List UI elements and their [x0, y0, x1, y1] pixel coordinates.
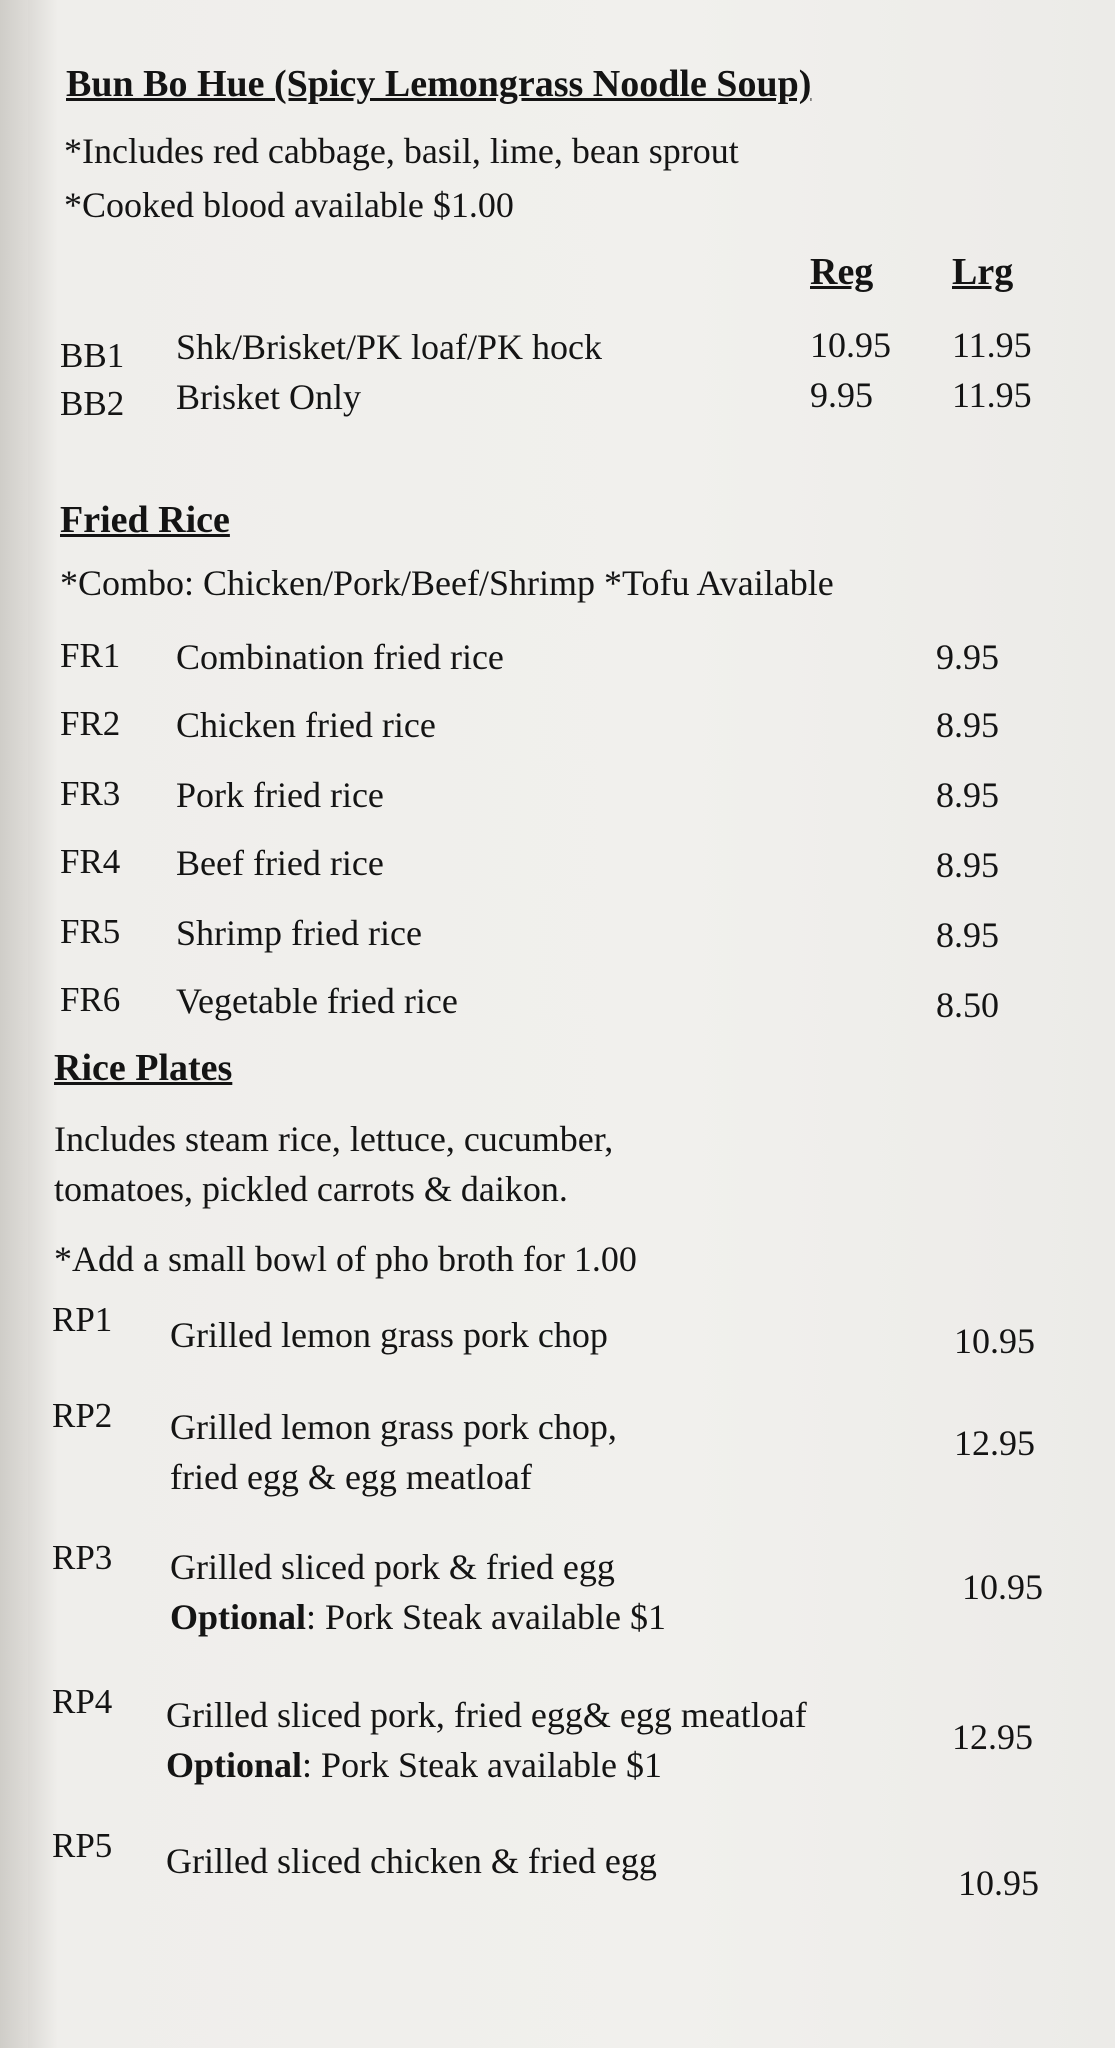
menu-item-code: FR1	[60, 636, 121, 675]
menu-item-name: Shk/Brisket/PK loaf/PK hock	[176, 327, 603, 367]
fried-rice-heading: Fried Rice	[60, 499, 230, 541]
rice-plates-desc-2: tomatoes, pickled carrots & daikon.	[54, 1169, 568, 1209]
menu-item-name: Grilled sliced pork & fried egg	[170, 1547, 615, 1587]
fried-rice-note: *Combo: Chicken/Pork/Beef/Shrimp *Tofu Available	[60, 563, 834, 603]
menu-item-code: BB1	[60, 336, 125, 375]
bun-bo-hue-heading: Bun Bo Hue (Spicy Lemongrass Noodle Soup)	[66, 63, 812, 105]
menu-item-name: Combination fried rice	[176, 637, 504, 677]
menu-item-price: 8.95	[936, 705, 999, 745]
menu-item-code: RP1	[52, 1300, 113, 1339]
menu-item-price: 8.95	[936, 845, 999, 885]
option-label: Optional	[166, 1745, 303, 1785]
rice-plates-note: *Add a small bowl of pho broth for 1.00	[54, 1239, 637, 1279]
menu-item-name: Shrimp fried rice	[176, 913, 422, 953]
menu-item-code: FR3	[60, 774, 121, 813]
menu-item-price: 9.95	[936, 637, 999, 677]
menu-item-name: Brisket Only	[176, 377, 361, 417]
menu-item-name: Vegetable fried rice	[176, 981, 458, 1021]
menu-item-name-continued: fried egg & egg meatloaf	[170, 1457, 532, 1497]
option-label: Optional	[170, 1597, 307, 1637]
menu-item-price: 10.95	[958, 1863, 1039, 1903]
menu-item-price: 12.95	[952, 1717, 1033, 1757]
menu-item-name: Grilled sliced chicken & fried egg	[166, 1841, 657, 1881]
reg-column-header: Reg	[810, 251, 874, 293]
menu-item-price: 10.95	[962, 1567, 1043, 1607]
rice-plates-desc-1: Includes steam rice, lettuce, cucumber,	[54, 1119, 614, 1159]
menu-item-name: Chicken fried rice	[176, 705, 436, 745]
option-text: : Pork Steak available $1	[302, 1745, 662, 1785]
menu-item-name: Grilled sliced pork, fried egg& egg meatloaf	[166, 1695, 807, 1735]
menu-item-code: FR2	[60, 704, 121, 743]
menu-item-price-reg: 10.95	[810, 325, 891, 365]
menu-item-code: FR6	[60, 980, 121, 1019]
lrg-column-header: Lrg	[952, 251, 1014, 293]
option-text: : Pork Steak available $1	[306, 1597, 666, 1637]
menu-item-price-reg: 9.95	[810, 375, 873, 415]
menu-item-code: RP5	[52, 1826, 113, 1865]
menu-item-code: FR5	[60, 912, 121, 951]
bun-bo-hue-note-1: *Includes red cabbage, basil, lime, bean sprout	[64, 131, 739, 171]
rice-plates-heading: Rice Plates	[54, 1047, 233, 1089]
menu-item-price: 8.95	[936, 915, 999, 955]
menu-item-code: BB2	[60, 384, 125, 423]
page-edge	[0, 0, 28, 2048]
menu-item-price: 8.50	[936, 985, 999, 1025]
menu-item-price: 8.95	[936, 775, 999, 815]
menu-item-price-lrg: 11.95	[952, 325, 1032, 365]
menu-item-code: RP2	[52, 1396, 113, 1435]
menu-item-price: 10.95	[954, 1321, 1035, 1361]
menu-item-code: FR4	[60, 842, 121, 881]
menu-item-code: RP4	[52, 1682, 113, 1721]
menu-item-name: Pork fried rice	[176, 775, 384, 815]
bun-bo-hue-note-2: *Cooked blood available $1.00	[64, 185, 514, 225]
menu-item-name: Grilled lemon grass pork chop	[170, 1315, 608, 1355]
menu-item-option	[170, 1596, 666, 1638]
menu-item-price: 12.95	[954, 1423, 1035, 1463]
menu-item-name: Beef fried rice	[176, 843, 384, 883]
menu-item-code: RP3	[52, 1538, 113, 1577]
menu-item-name: Grilled lemon grass pork chop,	[170, 1407, 617, 1447]
menu-item-price-lrg: 11.95	[952, 375, 1032, 415]
menu-item-option	[166, 1744, 662, 1786]
